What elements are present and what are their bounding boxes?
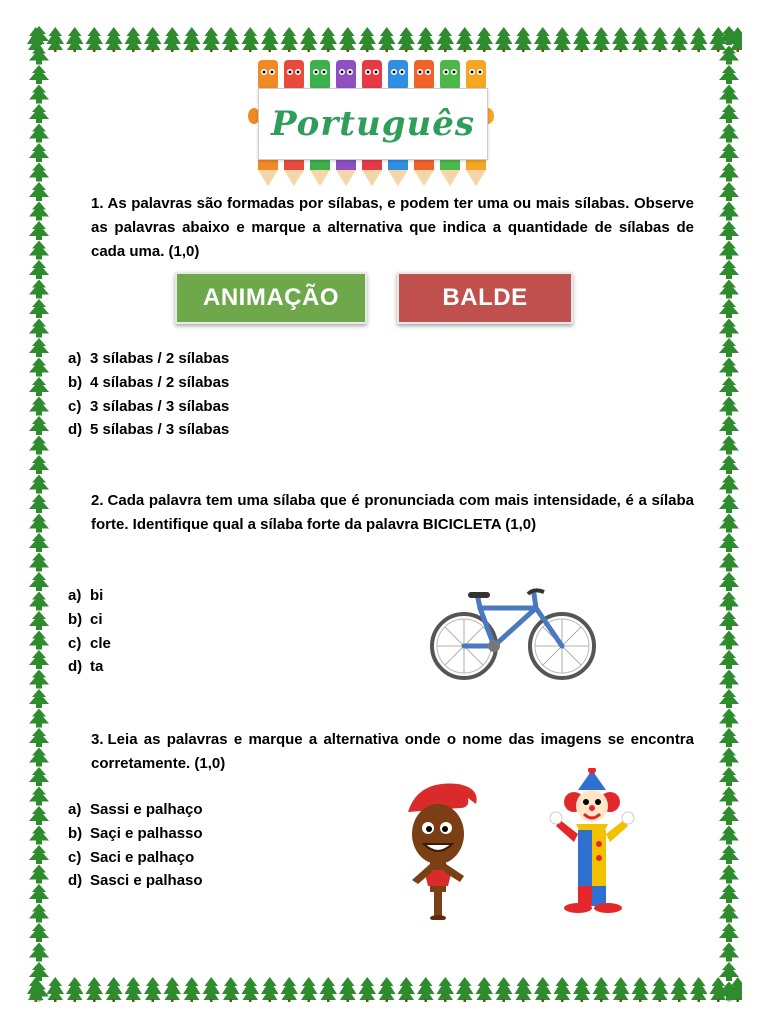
tree-border-right (716, 26, 742, 1002)
question-2-options (68, 584, 111, 679)
question-number: 3. (91, 731, 104, 748)
option-d[interactable]: d) 5 sílabas / 3 sílabas (68, 421, 230, 439)
option-a[interactable]: a) bi (68, 587, 104, 604)
bicycle-icon (428, 584, 600, 688)
question-3-options (68, 798, 203, 893)
question-number: 1. (91, 195, 104, 212)
clown-icon (548, 768, 640, 918)
page-title: Português (258, 88, 488, 160)
option-c[interactable]: c) cle (68, 634, 111, 652)
question-text: As palavras são formadas por sílabas, e podem ter uma ou mais sílabas. Observe as palavras abaixo e marque a alternativa que indica a quantidade de sílabas de cada uma. (1,0) (91, 195, 694, 260)
option-a[interactable]: a) Sassi e palhaço (68, 801, 203, 818)
question-1-options (68, 347, 229, 442)
option-b[interactable]: b) 4 sílabas / 2 sílabas (68, 373, 230, 391)
option-a[interactable]: a) 3 sílabas / 2 sílabas (68, 350, 230, 367)
question-2 (91, 489, 694, 537)
option-b[interactable]: b) Saçi e palhasso (68, 824, 203, 842)
question-1 (91, 192, 694, 264)
question-number: 2. (91, 492, 104, 509)
option-b[interactable]: b) ci (68, 610, 103, 628)
tree-border-bottom (26, 976, 742, 1002)
option-d[interactable]: d) Sasci e palhaso (68, 872, 203, 890)
tree-border-left (26, 26, 52, 1002)
saci-icon (398, 778, 484, 920)
word-card-animacao: ANIMAÇÃO (175, 272, 367, 324)
tree-border-top (26, 26, 742, 52)
option-c[interactable]: c) Saci e palhaço (68, 848, 195, 866)
option-c[interactable]: c) 3 sílabas / 3 sílabas (68, 397, 230, 415)
question-text: Cada palavra tem uma sílaba que é pronunciada com mais intensidade, é a sílaba forte. Identifique qual a sílaba forte da palavra BICICLETA (1,0) (91, 492, 694, 533)
question-text: Leia as palavras e marque a alternativa onde o nome das imagens se encontra corretamente. (1,0) (91, 731, 694, 772)
word-card-balde: BALDE (397, 272, 573, 324)
option-d[interactable]: d) ta (68, 658, 104, 676)
